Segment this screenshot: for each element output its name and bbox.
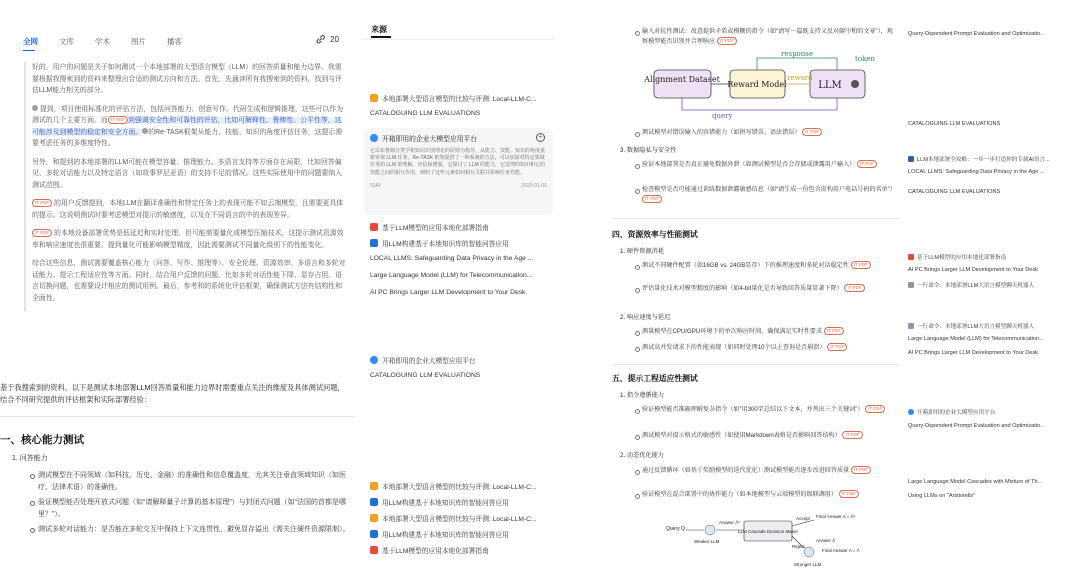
text-span: 通过反馈循环（如基于奖励模型的迭代优化）测试模型能否逐步改进回答质量 (642, 467, 850, 474)
site-icon (370, 94, 378, 102)
diagram-label: Answer Â (816, 538, 836, 543)
add-icon[interactable]: + (536, 133, 545, 142)
source-title: 基于LLM模型的应用本地化部署指南 (382, 547, 489, 555)
site-icon (370, 223, 378, 231)
divider (612, 218, 900, 219)
pdf-tag[interactable]: IT PDF (32, 199, 52, 207)
source-title: 基于LLM模型的应用本地化部署指南 (382, 224, 489, 232)
pdf-tag[interactable]: IT PDF (842, 431, 862, 439)
source-item[interactable] (370, 219, 550, 234)
reference-title: 一行命令：本地部署LLM大语言模型聊天机器人 (917, 324, 1035, 330)
diagram-label: Stronger LLM (794, 562, 822, 567)
diagram-label: reward (787, 74, 813, 82)
bullet-list (38, 470, 352, 540)
diagram-label: Final Answer A = Â* (816, 514, 856, 519)
highlighted-text: 到强调安全性和可靠性的评估，比如可解释性、鲁棒性、公平性等，这可能涉及到模型的稳定和安全方面。 (32, 117, 342, 136)
tab-library[interactable]: 文库 (59, 36, 74, 46)
reference-title: LLM本地部署全攻略：一步一步打造你的专属AI语言... (917, 157, 1050, 163)
card-site: 53AI (370, 182, 381, 189)
source-item[interactable] (370, 510, 550, 525)
source-item[interactable] (370, 90, 550, 105)
tab-all[interactable] (23, 36, 38, 47)
site-icon (908, 254, 914, 260)
list-item (642, 490, 897, 500)
reference-title: Using LLMs on "Aristotelis" (908, 493, 976, 499)
reference-item[interactable] (908, 322, 1076, 330)
text-span: 评估量化技术对模型精度的影响（如4-bit量化是否导致回答质量显著下降） (642, 285, 843, 292)
diagram-label: Answer Â* (719, 520, 741, 525)
text-span: 的用户反馈提到，本地LLM在翻译准确性和特定任务上的表现可能不如云端模型，且需要更具体的提示。这说明测试时要考虑模型对提示的敏感度，以及在不同语言的中的表现差异。 (32, 200, 344, 219)
reference-item[interactable] (908, 121, 1076, 127)
reference-item[interactable] (908, 479, 1076, 485)
pdf-tag[interactable]: IT PDF (827, 343, 847, 351)
pdf-tag[interactable]: IT PDF (802, 128, 822, 136)
divider (0, 416, 355, 417)
source-title: LOCAL LLMS: Safeguarding Data Privacy in the Age ... (370, 255, 534, 262)
diagram-label: Accept (796, 516, 810, 521)
reference-item[interactable] (908, 31, 1076, 37)
list-item (642, 160, 897, 170)
pdf-tag[interactable]: IT PDF (851, 466, 871, 474)
tab-podcast[interactable]: 播客 (167, 36, 182, 46)
sources-panel (362, 0, 555, 584)
sources-title-underline (371, 36, 391, 38)
reference-item[interactable] (908, 189, 1076, 195)
reference-title: 基于LLM模型的应用本地化部署指南 (917, 255, 1007, 261)
source-title: CATALOGUING LLM EVALUATIONS (370, 110, 481, 117)
pdf-tag[interactable]: IT PDF (642, 195, 662, 203)
intro-text: 基于我搜索到的资料，以下是测试本地部署LLM回答质量和能力边界时需要重点关注的维度及具体测试问题，结合不同研究提供的评估框架和实际部署经验： (0, 383, 345, 404)
list-item: 测试模型在不同领域（如科技、历史、金融）的准确性和信息覆盖度，尤其关注垂直领域知识（如医疗、法律术语）的准确性。 (38, 470, 352, 493)
list-item (642, 27, 897, 47)
reference-item[interactable] (908, 281, 1076, 289)
reference-item[interactable] (908, 336, 1076, 342)
text-span: 提到，项目使用标准化的评估方法，包括问答能力、创意写作、代码生成和逻辑推理，这些可以作为测试的几个主要方面。而 (32, 105, 344, 124)
text-span: 的Re-TASK框架从能力、技能、知识的角度评估任务，这提示需要考虑任务的多维度特性。 (32, 128, 343, 147)
reference-title: Query-Dependent Prompt Evaluation and Optimizatio... (908, 423, 1045, 429)
site-icon (370, 498, 378, 506)
reference-title: AI PC Brings Larger LLM Development to Your Desk (908, 267, 1038, 273)
source-title: 开箱即用的企业大模型应用平台 (382, 357, 476, 365)
reference-item[interactable] (908, 408, 1076, 416)
site-icon (370, 530, 378, 538)
source-item[interactable] (370, 235, 550, 250)
diagram-label: Final Answer A = Â (822, 548, 860, 553)
source-item[interactable] (370, 542, 550, 557)
answer-continued (612, 0, 900, 584)
reference-title: AI PC Brings Larger LLM Development to Your Desk (908, 350, 1038, 356)
source-title: AI PC Brings Larger LLM Development to Your Desk (370, 289, 526, 296)
reasoning-paragraph (32, 198, 346, 221)
subsection-heading: 2. 响应速度与延迟 (620, 314, 671, 321)
pdf-tag[interactable]: IT PDF (108, 116, 128, 124)
source-item[interactable] (370, 268, 550, 283)
link-icon (315, 34, 326, 45)
list-item (642, 261, 897, 271)
source-title: Large Language Model (LLM) for Telecommunication... (370, 272, 533, 279)
reference-title: Large Language Model (LLM) for Telecommunication... (908, 336, 1044, 342)
source-title: 本地部署大型语言模型的比较与评测: Local-LLM-C... (382, 483, 537, 491)
diagram-label: Query Q (666, 526, 685, 532)
text-span: 测试高并发请求下的性能表现（如同时处理10个以上查询是否崩溃） (642, 344, 826, 351)
pdf-tag[interactable]: IT PDF (857, 160, 877, 168)
source-title: CATALOGUING LLM EVALUATIONS (370, 372, 481, 379)
reference-title: 开箱即用的企业大模型应用平台 (917, 410, 996, 416)
subsection-heading: 2. 动态优化能力 (620, 452, 665, 459)
diagram-label: Weaker LLM (694, 539, 720, 544)
text-span: 测试不同硬件配置（如16GB vs. 24GB显存）下的推理速度和多轮对话稳定性 (642, 262, 849, 269)
source-item[interactable] (370, 494, 550, 509)
pdf-tag[interactable]: IT PDF (839, 490, 859, 498)
text-span: 输入对抗性测试：故意提供矛盾或模糊的指令（如“请写一篇既支持又反对碳中和的文章”），观察模型能否识别并合理响应 (642, 28, 893, 45)
site-icon (370, 482, 378, 490)
text-span: 测量模型在CPU/GPU环境下的单次响应时间，确保满足实时性要求 (642, 328, 823, 335)
list-item (642, 466, 897, 476)
list-item (642, 327, 897, 337)
divider (612, 364, 900, 365)
text-span: 的本地设备部署优势是低延迟和实时处理，但可能需要量化或模型压缩技术，这提示测试资源效率和响应速度也很重要。提到量化可能影响模型精度，因此需要测试不同量化级别下的性能变化。 (32, 230, 344, 249)
source-title: 用LLM构建基于本地知识库的智能问答应用 (382, 531, 509, 539)
source-item[interactable] (370, 352, 550, 367)
card-date: 2025-01-06 (521, 182, 547, 189)
pdf-tag[interactable]: IT PDF (851, 261, 871, 269)
robot-icon (851, 80, 859, 88)
reference-item[interactable] (908, 350, 1076, 356)
reference-title: CATALOGUING LLM EVALUATIONS (908, 189, 1001, 195)
reference-item[interactable] (908, 253, 1076, 261)
tab-images[interactable]: 图片 (131, 36, 146, 46)
source-item[interactable] (370, 285, 550, 300)
weaker-llm-icon (705, 525, 715, 535)
subsection-heading: 1. 问答能力 (12, 455, 48, 462)
diagram-label: LLM (818, 80, 842, 91)
reference-title: CATALOGUING LLM EVALUATIONS (908, 121, 1001, 127)
diagram-label: response (780, 50, 814, 58)
reference-title: Query-Dependent Prompt Evaluation and Optimizatio... (908, 31, 1045, 37)
source-title: 用LLM构建基于本地知识库的智能问答应用 (382, 499, 509, 507)
subsection-heading: 3. 数据隐私与安全性 (620, 147, 677, 154)
subsection-heading: 1. 指令遵循能力 (620, 392, 665, 399)
diagram-label: LLM Cascade Decision Maker (737, 529, 799, 534)
text-span: 验证模型在混合部署中的协作能力（如本地模型与云端模型的级联调用） (642, 491, 837, 498)
diagram-label: Reward Model (727, 80, 787, 89)
site-icon (908, 282, 914, 288)
text-span: 测试模型对提示格式的敏感性（如使用Markdown表格是否影响回答结构） (642, 432, 841, 439)
cascade-diagram (664, 510, 864, 570)
site-icon (370, 546, 378, 554)
source-item[interactable] (370, 526, 550, 541)
stronger-llm-icon (804, 547, 814, 557)
site-icon (370, 239, 378, 247)
rlhf-diagram (644, 50, 887, 120)
site-icon (370, 134, 378, 142)
divider (362, 39, 555, 40)
text-span: 验证模型能否准确理解复杂指令（如“用300字总结以下文本，并列出三个关键词”） (642, 406, 864, 413)
source-count-button[interactable] (315, 34, 339, 45)
list-item (642, 405, 897, 415)
tab-label: 全网 (23, 36, 38, 46)
reference-title: Large Language Model Cascades with Mixture of Th... (908, 479, 1043, 485)
list-item (642, 185, 897, 205)
diagram-label: query (712, 112, 733, 120)
list-item (642, 343, 897, 353)
card-description: 它以布鲁姆分类学和知识识别理论的原则为指导，从能力、技能、知识的角度重新审视 LLM 任务。Re-TASK 框架提供了一种系统的方法，可以加深对特定领域任务的 LLM 的理解、评估和增强。它探讨了 LLM 的能力，它处理的知识和它的技能之间的相互作用，阐明了这些元素如何相互关联并影响任务性能。 (370, 148, 546, 176)
list-item (642, 284, 897, 294)
reference-item[interactable] (908, 423, 1076, 429)
reasoning-paragraph: 综合这些信息，测试需要覆盖核心能力（问答、写作、推理等）、安全伦理、资源效率、多语言和多轮对话能力、提示工程适应性等方面。同时，结合用户反馈的问题，比如多轮对话性能下降、显存占用、语言切换问题，也需要设计相应的测试用例。最后，参考和的系统化评估框架，确保测试方法有结构性和全面性。 (32, 260, 346, 302)
list-item: 验证模型能否处理开放式问题（如“请解释量子计算的基本原理”）与封闭式问题（如“法国的首都是哪里？”）。 (38, 497, 352, 520)
source-title: 本地部署大型语言模型的比较与评测: Local-LLM-C... (382, 515, 537, 523)
diagram-arrow (682, 98, 837, 110)
list-item (642, 431, 897, 441)
site-icon (908, 409, 914, 415)
reference-item[interactable] (908, 267, 1076, 273)
reference-item[interactable] (908, 155, 1076, 163)
search-tabs (23, 34, 349, 48)
sources-title: 来源 (371, 25, 387, 34)
source-item[interactable] (370, 478, 550, 493)
section-heading: 一、核心能力测试 (0, 434, 84, 446)
diagram-label: Reject (792, 544, 805, 549)
source-item[interactable] (370, 106, 550, 121)
pdf-tag[interactable]: IT PDF (844, 284, 864, 292)
list-item (642, 128, 897, 138)
site-icon (370, 356, 378, 364)
card-title: 开箱即用的企业大模型应用平台 (382, 136, 478, 143)
source-count: 20 (330, 35, 339, 44)
reasoning-paragraph: 好的，用户的问题是关于如何测试一个本地部署的大型语言模型（LLM）的回答质量和能力边界。我需要根据我搜索到的资料来整理出合适的测试方向和方法。首先，先通读所有我搜索到的资料，找到与评估LLM能力相关的部分。 (32, 64, 343, 94)
section-heading: 五、提示工程适应性测试 (612, 374, 698, 383)
text-span: 测试模型对错误输入的容错能力（如拼写错误、语法错误） (642, 129, 801, 136)
text-span: 检查模型是否可能通过训练数据泄露敏感信息（如“请生成一份包含虚构用户电话号码的名单”） (642, 186, 896, 193)
reasoning-block (24, 62, 346, 311)
answer-panel (0, 0, 355, 584)
site-icon (908, 323, 914, 329)
tab-academic[interactable]: 学术 (95, 36, 110, 46)
reasoning-paragraph (32, 228, 346, 251)
reasoning-paragraph: 另外，和提到的本地部署的LLM可能在模型容量、推理能力、多语言支持等方面存在局限，比如回答偏见、多轮对话能力以及特定语言（如故事罗尼亚语）的支持不足的情况。这些实际使用中的问题要纳入测试范围。 (32, 158, 343, 189)
list-item: 测试多轮对话能力：是否能在多轮交互中保持上下文连贯性，避免显存溢出（需关注硬件资源限制）。 (38, 524, 352, 536)
reasoning-paragraph (32, 104, 346, 150)
site-icon (908, 156, 914, 162)
pdf-tag[interactable]: IT PDF (717, 37, 737, 45)
text-span: 验证本地部署是否真正避免数据外泄（如测试模型是否会存储或泄露用户输入） (642, 161, 856, 168)
subsection-heading: 1. 硬件资源消耗 (620, 248, 665, 255)
source-card[interactable] (364, 128, 553, 215)
reference-item[interactable] (908, 493, 1076, 499)
pdf-tag[interactable]: IT PDF (824, 327, 844, 335)
pdf-tag[interactable]: IT PDF (865, 405, 885, 413)
citation-icon[interactable] (32, 105, 38, 111)
source-item[interactable] (370, 251, 550, 266)
section-heading: 四、资源效率与性能测试 (612, 230, 698, 239)
reference-item[interactable] (908, 169, 1076, 175)
reference-title: LOCAL LLMS: Safeguarding Data Privacy in the Age ... (908, 169, 1045, 175)
diagram-arrow (757, 58, 837, 70)
reference-panel (902, 0, 1080, 584)
site-icon (370, 514, 378, 522)
source-item[interactable] (370, 368, 550, 383)
source-title: 本地部署大型语言模型的比较与评测: Local-LLM-C... (382, 95, 537, 103)
pdf-tag[interactable]: IT PDF (32, 229, 52, 237)
diagram-label: token (855, 55, 875, 63)
source-title: 用LLM构建基于本地知识库的智能问答应用 (382, 240, 509, 248)
reference-title: 一行命令：本地部署LLM大语言模型聊天机器人 (917, 283, 1035, 289)
active-tab-indicator (23, 50, 35, 52)
diagram-label: Alignment Dataset (644, 75, 720, 84)
